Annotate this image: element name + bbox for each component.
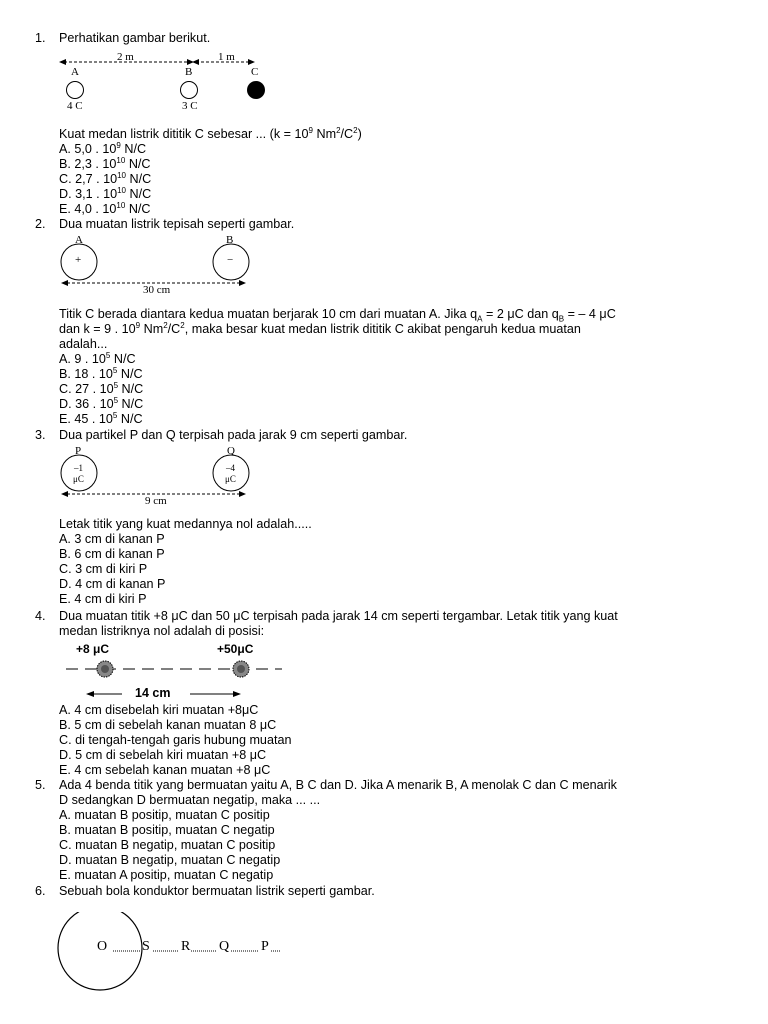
q1-option: E. 4,0 . $10^{10}$ N/C xyxy=(59,200,151,216)
q3-unit-p: μC xyxy=(73,474,84,484)
arrow-left xyxy=(59,59,66,65)
question-3-prompt: Letak titik yang kuat medannya nol adalah..... xyxy=(59,517,312,531)
arrow-right xyxy=(239,491,246,497)
q6-point-p: P xyxy=(261,939,269,954)
arrow-left xyxy=(86,691,94,697)
q3-option: B. 6 cm di kanan P xyxy=(59,547,165,561)
question-number-2: 2. xyxy=(35,217,46,231)
charge-1-core xyxy=(101,665,109,673)
q1-option: D. 3,1 . $10^{10}$ N/C xyxy=(59,185,152,201)
charge-q-circle xyxy=(213,455,249,491)
q1-dist-bc: 1 m xyxy=(218,51,235,63)
q5-option: A. muatan B positip, muatan C positip xyxy=(59,808,270,822)
point-c-circle xyxy=(247,81,265,99)
q1-charge-b: 3 C xyxy=(182,100,198,112)
q1-option: B. 2,3 . $10^{10}$ N/C xyxy=(59,155,151,171)
arrow-right xyxy=(248,59,255,65)
q2-option: A. 9 . $10^5$ N/C xyxy=(59,350,136,366)
arrow-left xyxy=(192,59,199,65)
q1-label-c: C xyxy=(251,66,259,78)
question-number-1: 1. xyxy=(35,31,46,45)
q4-option: A. 4 cm disebelah kiri muatan +8μC xyxy=(59,703,259,717)
q1-option: A. 5,0 . $10^9$ N/C xyxy=(59,140,147,156)
q6-point-o: O xyxy=(97,939,108,954)
q3-dist: 9 cm xyxy=(145,495,167,507)
q2-sign-b: − xyxy=(227,254,234,266)
question-5-line-2: D sedangkan D bermuatan negatip, maka ... ... xyxy=(59,793,321,807)
q3-charge-q: –4 xyxy=(226,463,235,473)
q1-label-a: A xyxy=(71,66,79,78)
question-2-text: Dua muatan listrik tepisah seperti gambar. xyxy=(59,217,295,231)
q5-option: B. muatan B positip, muatan C negatip xyxy=(59,823,275,837)
q4-charge-1: +8 μC xyxy=(76,642,110,656)
q2-label-a: A xyxy=(75,234,83,246)
q5-option: C. muatan B negatip, muatan C positip xyxy=(59,838,276,852)
q4-charge-2: +50μC xyxy=(217,642,254,656)
charge-2-core xyxy=(237,665,245,673)
q3-option: C. 3 cm di kiri P xyxy=(59,562,148,576)
question-3-text: Dua partikel P dan Q terpisah pada jarak 9 cm seperti gambar. xyxy=(59,428,408,442)
question-5-line-1: Ada 4 benda titik yang bermuatan yaitu A, B C dan D. Jika A menarik B, A menolak C dan C menarik xyxy=(59,778,617,792)
q4-option: B. 5 cm di sebelah kanan muatan 8 μC xyxy=(59,718,277,732)
charge-b-circle xyxy=(181,82,198,99)
q3-charge-p: –1 xyxy=(74,463,83,473)
arrow-left xyxy=(61,491,68,497)
arrow-right xyxy=(233,691,241,697)
figure-q1 xyxy=(55,48,285,118)
question-2-line-2: dan k = 9 . $10^9$ $Nm^2/C^2$, maka besar kuat medan listrik dititik C akibat pengaruh kedua muatan xyxy=(59,320,581,336)
arrow-right xyxy=(239,280,246,286)
q6-point-q: Q xyxy=(219,939,230,954)
question-number-3: 3. xyxy=(35,428,46,442)
q1-option: C. 2,7 . $10^{10}$ N/C xyxy=(59,170,152,186)
q2-option: E. 45 . $10^5$ N/C xyxy=(59,410,143,426)
q4-dist: 14 cm xyxy=(135,686,171,700)
q2-dist: 30 cm xyxy=(143,284,171,296)
q3-option: A. 3 cm di kanan P xyxy=(59,532,165,546)
q3-option: D. 4 cm di kanan P xyxy=(59,577,166,591)
question-2-line-3: adalah... xyxy=(59,337,108,351)
q4-option: E. 4 cm sebelah kanan muatan +8 μC xyxy=(59,763,271,777)
q5-option: E. muatan A positip, muatan C negatip xyxy=(59,868,274,882)
arrow-left xyxy=(61,280,68,286)
q3-unit-q: μC xyxy=(225,474,236,484)
question-number-4: 4. xyxy=(35,609,46,623)
question-4-line-1: Dua muatan titik +8 μC dan 50 μC terpisah pada jarak 14 cm seperti tergambar. Letak titik yang kuat xyxy=(59,609,618,623)
q2-option: C. 27 . $10^5$ N/C xyxy=(59,380,144,396)
q1-dist-ab: 2 m xyxy=(117,51,134,63)
q2-label-b: B xyxy=(226,234,234,246)
charge-p-circle xyxy=(61,455,97,491)
q1-charge-a: 4 C xyxy=(67,100,83,112)
q3-label-q: Q xyxy=(227,445,235,457)
q3-option: E. 4 cm di kiri P xyxy=(59,592,147,606)
question-4-line-2: medan listriknya nol adalah di posisi: xyxy=(59,624,265,638)
question-6-text: Sebuah bola konduktor bermuatan listrik seperti gambar. xyxy=(59,884,375,898)
q2-option: D. 36 . $10^5$ N/C xyxy=(59,395,144,411)
figure-q6 xyxy=(55,912,295,992)
q5-option: D. muatan B negatip, muatan C negatip xyxy=(59,853,281,867)
q1-label-b: B xyxy=(185,66,193,78)
question-number-5: 5. xyxy=(35,778,46,792)
question-1-prompt: Kuat medan listrik dititik C sebesar ... ($k = 10^9$ $Nm^2/C^2$) xyxy=(59,125,362,141)
q3-label-p: P xyxy=(75,445,82,457)
q6-point-s: S xyxy=(142,939,150,954)
q2-sign-a: + xyxy=(75,254,82,266)
q2-option: B. 18 . $10^5$ N/C xyxy=(59,365,143,381)
question-2-line-1: Titik C berada diantara kedua muatan berjarak 10 cm dari muatan A. Jika $q_A = 2$ μC dan $q_B$ = – 4 μC xyxy=(59,307,616,324)
q4-option: C. di tengah-tengah garis hubung muatan xyxy=(59,733,292,747)
question-number-6: 6. xyxy=(35,884,46,898)
figure-q4 xyxy=(60,658,290,708)
q6-point-r: R xyxy=(181,939,191,954)
charge-a-circle xyxy=(67,82,84,99)
q4-option: D. 5 cm di sebelah kiri muatan +8 μC xyxy=(59,748,267,762)
question-1-text: Perhatikan gambar berikut. xyxy=(59,31,211,45)
